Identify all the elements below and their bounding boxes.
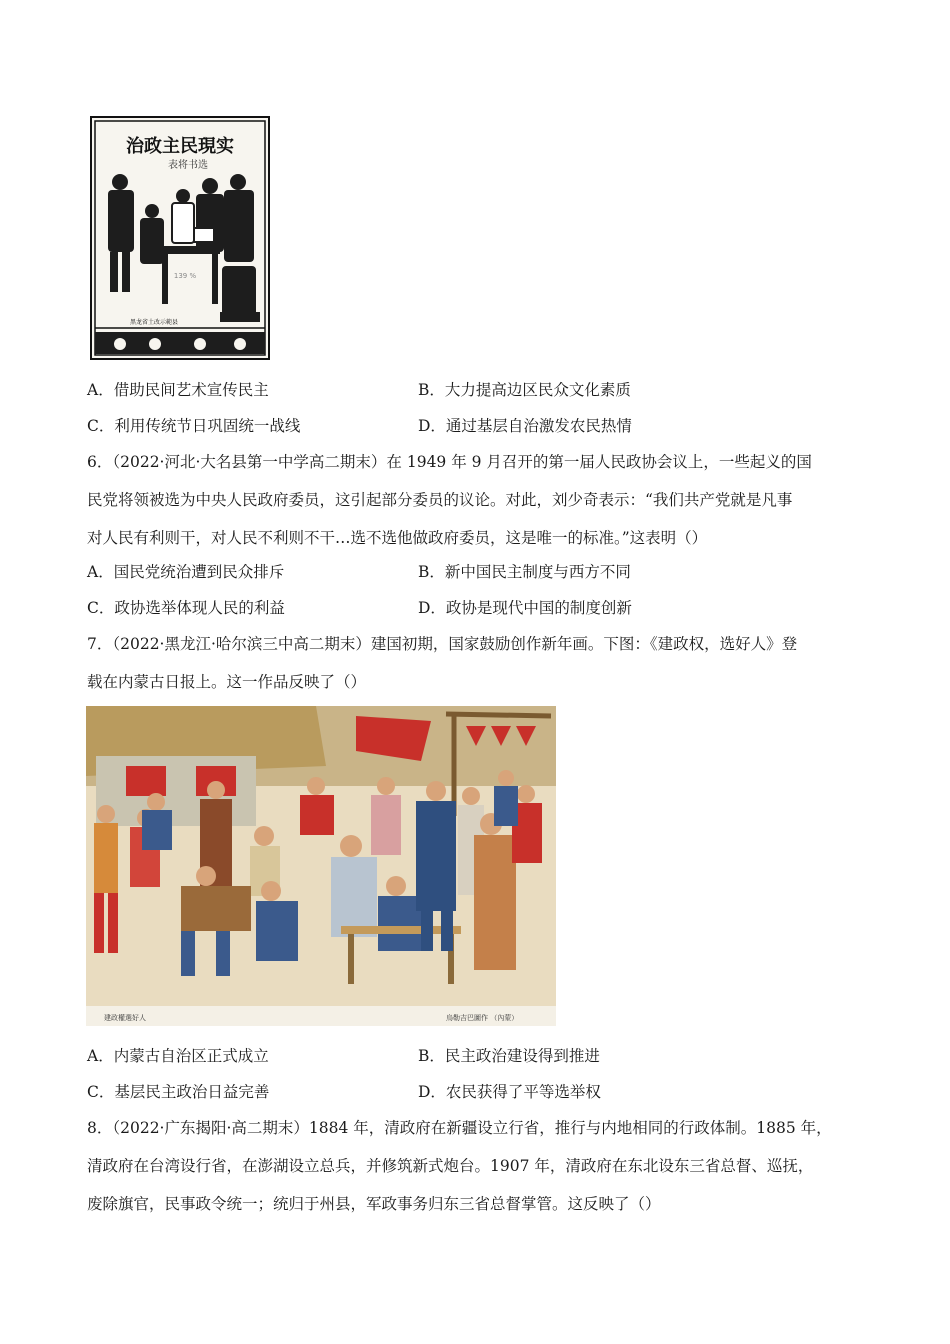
q7-option-b: B．民主政治建设得到推进 (418, 1047, 600, 1065)
q6-stem-line-2: 民党将领被选为中央人民政府委员，这引起部分委员的议论。对此，刘少奇表示：“我们共产党就是凡事 (87, 491, 793, 509)
q5-option-b: B．大力提高边区民众文化素质 (418, 381, 631, 399)
q6-stem-line-3: 对人民有利则干，对人民不利则不干…选不选他做政府委员，这是唯一的标准。”这表明（） (87, 529, 708, 547)
painting-caption-left: 建政權選好人 (104, 1014, 146, 1022)
q8-stem-line-2: 清政府在台湾设行省，在澎湖设立总兵，并修筑新式炮台。1907 年，清政府在东北设东三省总督、巡抚， (87, 1157, 814, 1175)
q6-stem-line-1: 6．（2022·河北·大名县第一中学高二期末）在 1949 年 9 月召开的第一届人民政协会议上，一些起义的国 (87, 453, 812, 471)
zoom-label: 139 % (173, 272, 197, 280)
q6-option-b: B．新中国民主制度与西方不同 (418, 563, 631, 581)
q6-option-d: D．政协是现代中国的制度创新 (418, 599, 632, 617)
painting-caption-right: 烏勒吉巴圖作 （內蒙） (446, 1014, 519, 1022)
q5-option-a: A．借助民间艺术宣传民主 (87, 381, 269, 399)
q5-option-d: D．通过基层自治激发农民热情 (418, 417, 632, 435)
election-new-year-painting-image (86, 706, 556, 1026)
q6-option-c: C．政协选举体现人民的利益 (87, 599, 285, 617)
poster-footer: 黑龙省土改示範县 (130, 319, 179, 326)
q8-stem-line-1: 8．（2022·广东揭阳·高二期末）1884 年，清政府在新疆设立行省，推行与内地相同的行政体制。1885 年， (87, 1119, 832, 1137)
q5-option-c: C．利用传统节日巩固统一战线 (87, 417, 301, 435)
q6-option-a: A．国民党统治遭到民众排斥 (87, 563, 285, 581)
q7-stem-line-2: 载在内蒙古日报上。这一作品反映了（） (87, 673, 367, 691)
q7-option-a: A．内蒙古自治区正式成立 (87, 1047, 269, 1065)
q8-stem-line-3: 废除旗官，民事政令统一；统归于州县，军政事务归东三省总督掌管。这反映了（） (87, 1195, 661, 1213)
woodcut-election-poster-image (90, 116, 270, 360)
poster-subtitle: 表将书选 (168, 160, 208, 171)
poster-title: 治政主民現实 (126, 136, 234, 157)
q7-option-d: D．农民获得了平等选举权 (418, 1083, 601, 1101)
q7-option-c: C．基层民主政治日益完善 (87, 1083, 270, 1101)
q7-stem-line-1: 7．（2022·黑龙江·哈尔滨三中高二期末）建国初期，国家鼓励创作新年画。下图：《建政权，选好人》登 (87, 635, 798, 653)
